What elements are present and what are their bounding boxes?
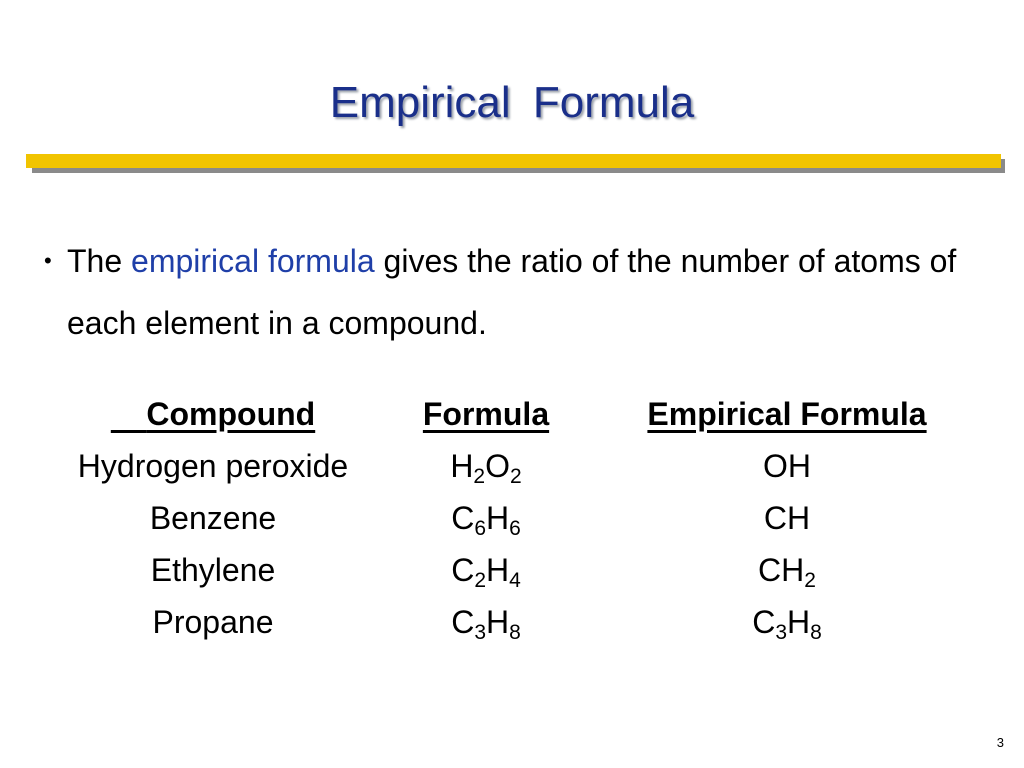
bullet-text — [67, 230, 984, 354]
cell-compound: Hydrogen peroxide — [77, 447, 349, 484]
cell-empirical-formula — [590, 596, 984, 648]
table-body — [44, 440, 984, 648]
element-symbol: H — [486, 499, 510, 536]
element-symbol: H — [486, 603, 510, 640]
cell-empirical-formula — [590, 492, 984, 544]
title-underline-bar — [26, 154, 1001, 168]
element-symbol: C — [752, 603, 776, 640]
atom-count-subscript: 3 — [474, 620, 486, 644]
atom-count-subscript: 2 — [804, 568, 816, 592]
element-symbol: O — [485, 447, 510, 484]
atom-count-subscript: 8 — [810, 620, 822, 644]
element-symbol: C — [451, 551, 475, 588]
element-symbol: H — [450, 447, 474, 484]
cell-formula — [382, 596, 590, 648]
element-symbol: H — [787, 603, 811, 640]
element-symbol: H — [486, 551, 510, 588]
cell-compound: Benzene — [149, 499, 277, 536]
table-row — [44, 596, 984, 648]
atom-count-subscript: 2 — [474, 568, 486, 592]
atom-count-subscript: 2 — [473, 464, 486, 488]
header-formula: Formula — [422, 395, 550, 432]
formula-table — [44, 388, 984, 648]
atom-count-subscript: 3 — [775, 620, 787, 644]
bullet-text-highlight: empirical formula — [131, 243, 375, 279]
element-symbol: CH — [758, 551, 805, 588]
atom-count-subscript: 4 — [509, 568, 521, 592]
cell-empirical-formula — [590, 544, 984, 596]
bullet-dot-icon: • — [44, 248, 52, 273]
table-row — [44, 492, 984, 544]
bullet-text-before: The — [67, 243, 132, 279]
cell-formula — [382, 544, 590, 596]
atom-count-subscript: 8 — [509, 620, 521, 644]
element-symbol: C — [451, 603, 475, 640]
cell-compound: Ethylene — [150, 551, 276, 588]
table-row — [44, 440, 984, 492]
atom-count-subscript: 6 — [474, 516, 486, 540]
atom-count-subscript: 2 — [510, 464, 522, 488]
header-compound: Compound — [146, 395, 316, 432]
header-empirical-formula: Empirical Formula — [647, 395, 927, 432]
cell-compound: Propane — [152, 603, 274, 640]
table-header-row — [44, 388, 984, 440]
cell-empirical-formula — [590, 440, 984, 492]
page-number: 3 — [996, 735, 1004, 750]
bullet-paragraph — [44, 230, 984, 354]
cell-formula — [382, 492, 590, 544]
table-row — [44, 544, 984, 596]
atom-count-subscript: 6 — [509, 516, 521, 540]
element-symbol: C — [451, 499, 475, 536]
bullet-text-after: gives the ratio of the number of atoms of each element in a compound. — [67, 243, 957, 341]
cell-formula — [382, 440, 590, 492]
slide-title: Empirical Formula — [329, 78, 695, 127]
element-symbol: OH — [763, 447, 811, 484]
element-symbol: CH — [763, 499, 811, 536]
